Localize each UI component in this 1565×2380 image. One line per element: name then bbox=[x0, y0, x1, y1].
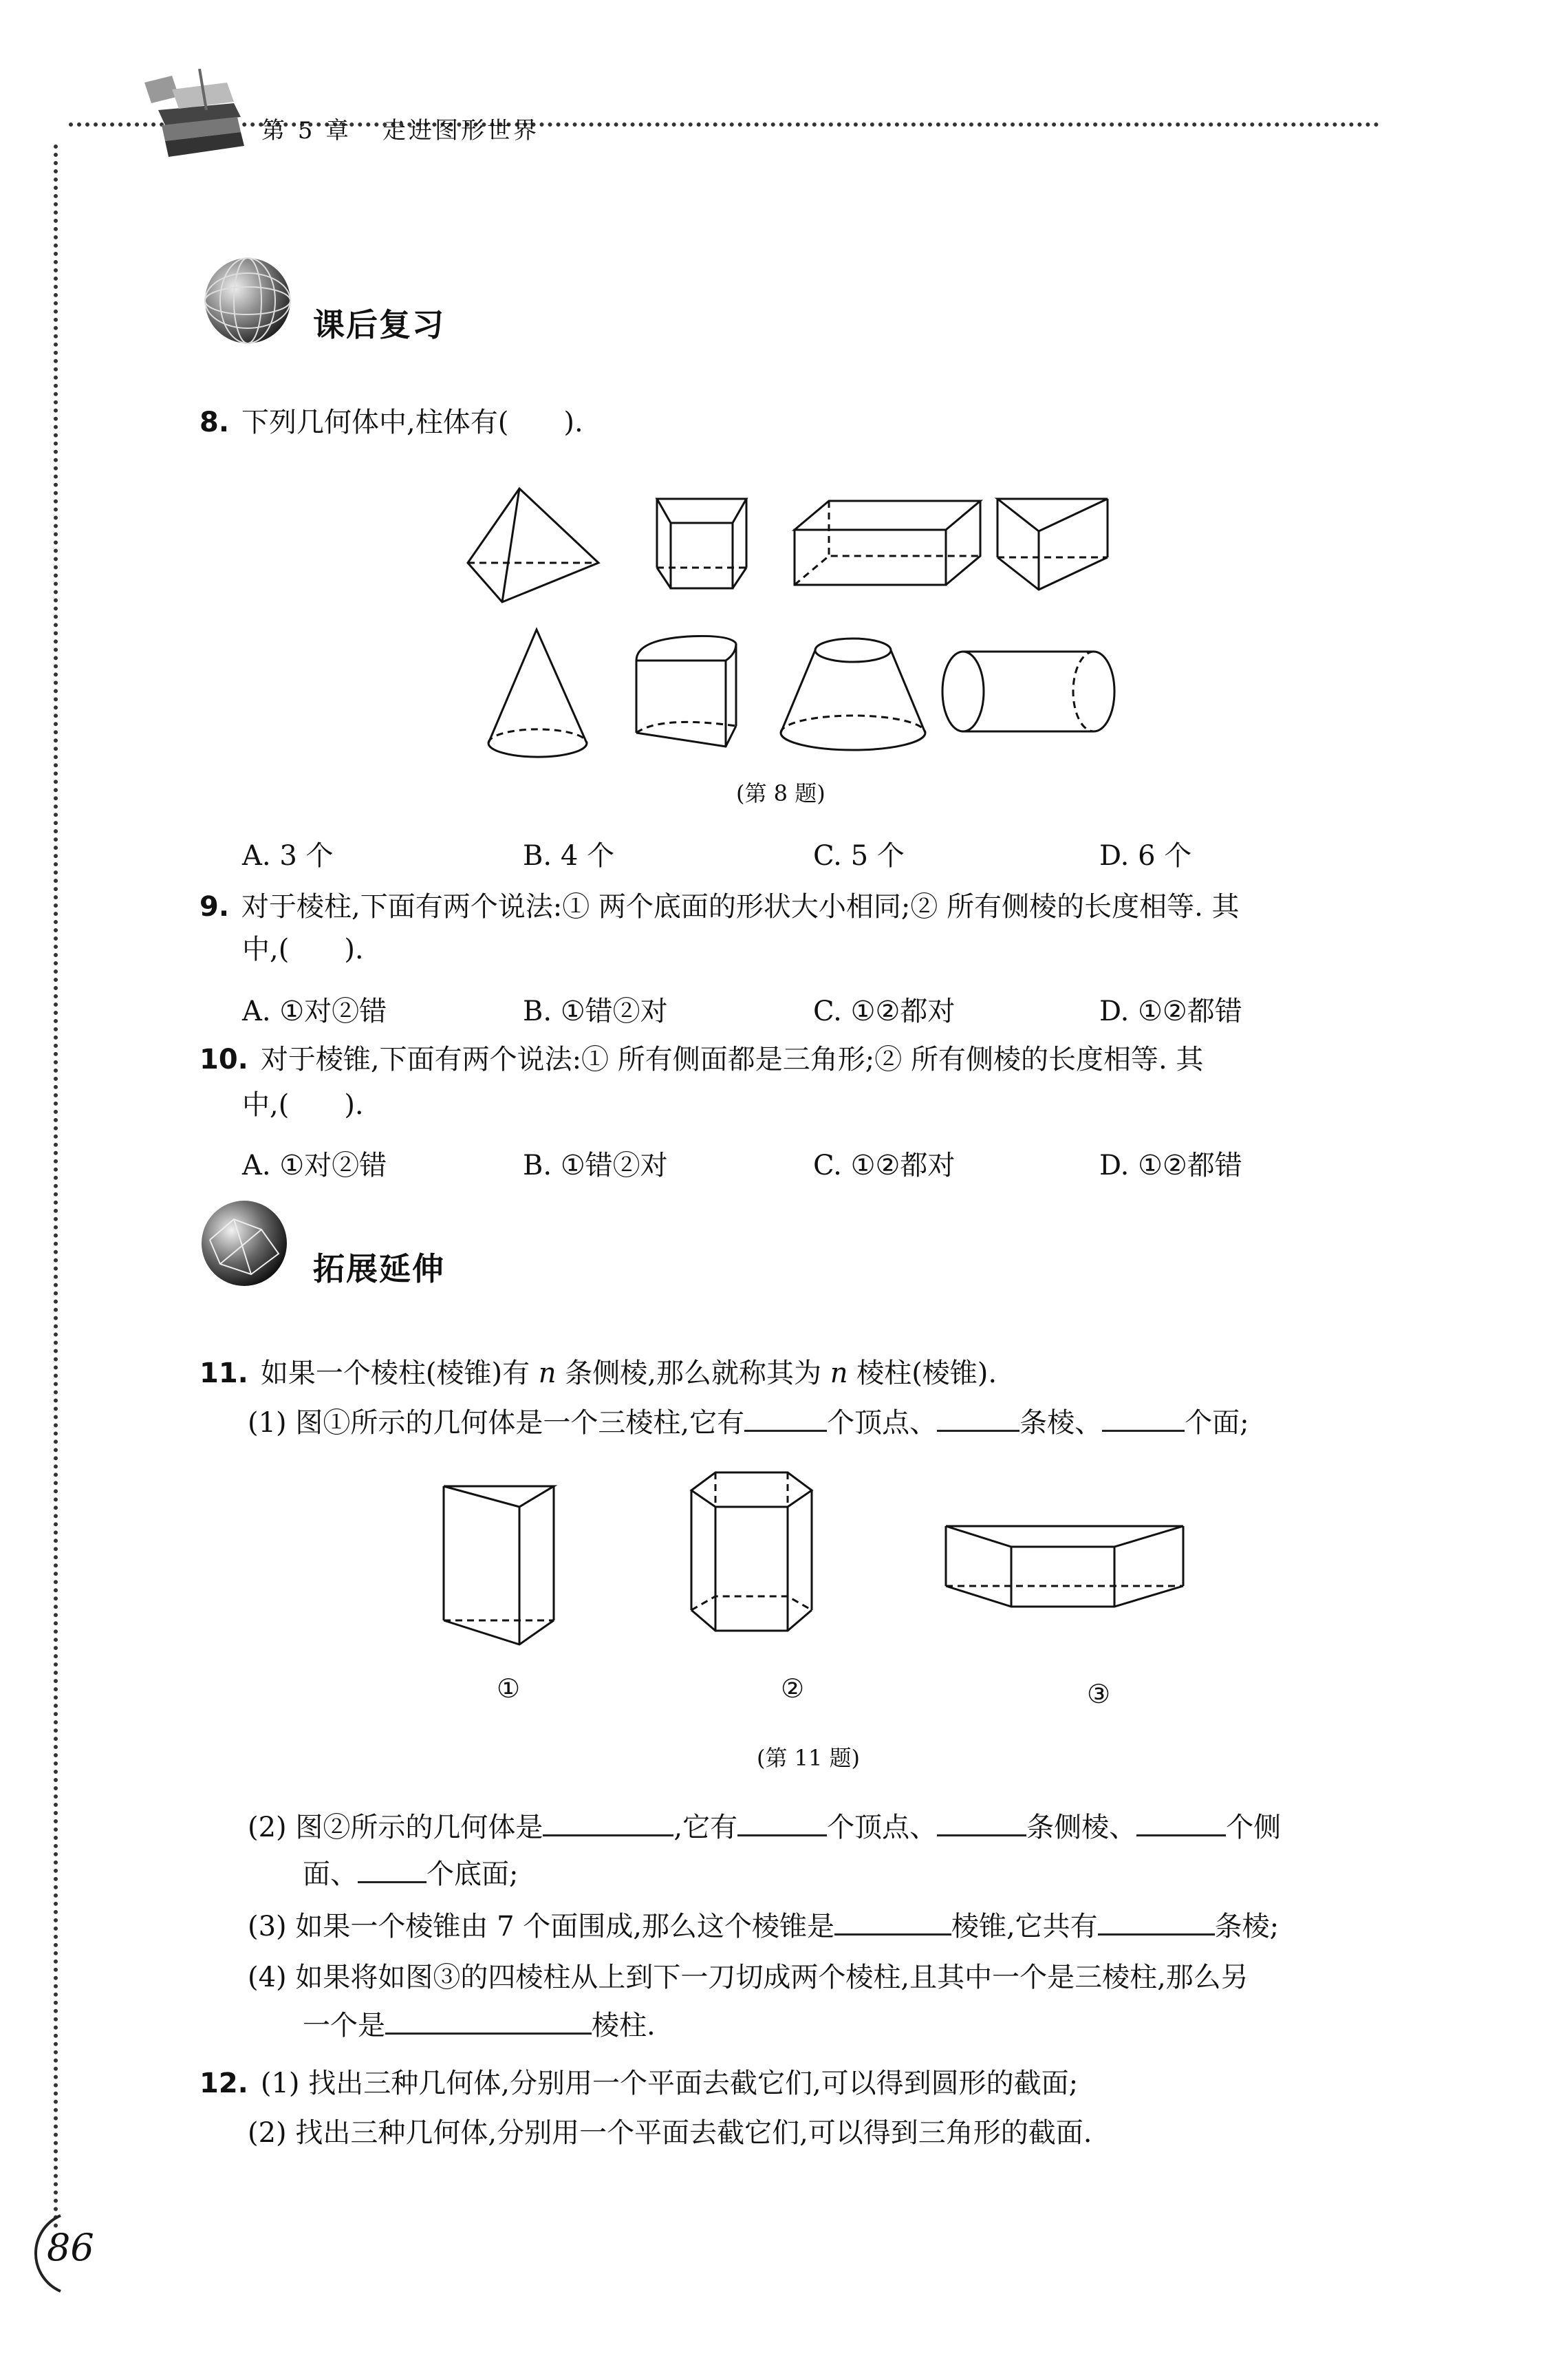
figure-label-3: ③ bbox=[1087, 1679, 1111, 1709]
q11-figure-caption: (第 11 题) bbox=[757, 1745, 861, 1771]
answer-blank[interactable] bbox=[937, 1404, 1019, 1432]
question-text-line1: 对于棱锥,下面有两个说法:① 所有侧面都是三角形;② 所有侧棱的长度相等. 其 bbox=[260, 1044, 1204, 1075]
books-logo-icon bbox=[131, 69, 255, 165]
q11-p3-text-b: 棱锥,它共有 bbox=[951, 1911, 1098, 1942]
q11-p2-text-d: 条侧棱、 bbox=[1026, 1812, 1137, 1843]
section-title-extend: 拓展延伸 bbox=[313, 1250, 445, 1287]
answer-blank[interactable] bbox=[937, 1808, 1026, 1836]
q11-part-1 bbox=[248, 1404, 1249, 1442]
q8-option-c: C. 5 个 bbox=[813, 840, 905, 872]
chapter-title: 走进图形世界 bbox=[382, 117, 540, 144]
question-text-line1: 对于棱柱,下面有两个说法:① 两个底面的形状大小相同;② 所有侧棱的长度相等. 其 bbox=[241, 891, 1240, 923]
q9-option-a: A. ①对②错 bbox=[242, 996, 387, 1027]
figure-1-triangular-prism bbox=[444, 1486, 554, 1644]
figure-label-1: ① bbox=[497, 1673, 521, 1704]
figure-3-trapezoid-prism bbox=[946, 1526, 1183, 1607]
q8-solids-figure bbox=[454, 475, 1197, 778]
q11-part-4-line2 bbox=[303, 2006, 656, 2045]
question-number: 9. bbox=[199, 891, 230, 923]
answer-blank[interactable] bbox=[358, 1855, 427, 1883]
q11-intro-part-c: 棱柱(棱锥). bbox=[848, 1358, 997, 1389]
question-12 bbox=[199, 2064, 1078, 2103]
question-9 bbox=[199, 888, 1240, 926]
q11-p2-text-b: ,它有 bbox=[673, 1812, 738, 1843]
q10-option-b: B. ①错②对 bbox=[523, 1150, 668, 1181]
trapezoid-prism-shape bbox=[657, 499, 746, 588]
q11-p3-text-a: (3) 如果一个棱锥由 7 个面围成,那么这个棱锥是 bbox=[248, 1911, 834, 1942]
question-11 bbox=[199, 1354, 997, 1393]
q11-prisms-figure bbox=[427, 1466, 1197, 1672]
answer-blank[interactable] bbox=[834, 1907, 951, 1936]
cuboid-shape bbox=[795, 501, 980, 585]
question-number: 10. bbox=[199, 1044, 248, 1075]
q11-part-2 bbox=[248, 1808, 1281, 1847]
running-header bbox=[261, 111, 560, 145]
q11-p2-text-g: 个底面; bbox=[427, 1858, 519, 1890]
figure-label-2: ② bbox=[781, 1673, 805, 1704]
answer-blank[interactable] bbox=[543, 1808, 673, 1836]
q10-option-d: D. ①②都错 bbox=[1099, 1150, 1242, 1181]
question-10-line2: 中,( ). bbox=[242, 1089, 364, 1121]
cylinder-shape bbox=[942, 652, 1114, 731]
q9-option-d: D. ①②都错 bbox=[1099, 996, 1242, 1027]
q11-part-3 bbox=[248, 1907, 1279, 1946]
q8-option-b: B. 4 个 bbox=[523, 840, 614, 872]
q11-p2-text-c: 个顶点、 bbox=[827, 1812, 938, 1843]
frustum-shape bbox=[781, 639, 925, 750]
q11-p1-text-c: 条棱、 bbox=[1019, 1407, 1103, 1439]
q9-option-b: B. ①错②对 bbox=[523, 996, 668, 1027]
question-number: 8. bbox=[199, 407, 230, 438]
q11-part-4: (4) 如果将如图③的四棱柱从上到下一刀切成两个棱柱,且其中一个是三棱柱,那么另 bbox=[248, 1962, 1249, 1993]
q10-option-a: A. ①对②错 bbox=[242, 1150, 387, 1181]
q11-intro-part-a: 如果一个棱柱(棱锥)有 bbox=[260, 1358, 539, 1389]
answer-blank[interactable] bbox=[1102, 1404, 1185, 1432]
section-title-review: 课后复习 bbox=[313, 306, 445, 343]
chapter-number: 第 5 章 bbox=[261, 117, 352, 144]
q11-p4-text-b: 一个是 bbox=[303, 2010, 385, 2041]
question-number: 12. bbox=[199, 2068, 248, 2099]
q12-part-2: (2) 找出三种几何体,分别用一个平面去截它们,可以得到三角形的截面. bbox=[248, 2117, 1092, 2149]
answer-blank[interactable] bbox=[744, 1404, 827, 1432]
q11-p2-text-f: 面、 bbox=[303, 1858, 358, 1890]
q8-figure-caption: (第 8 题) bbox=[736, 780, 825, 806]
q11-p4-text-c: 棱柱. bbox=[592, 2010, 656, 2041]
q12-part-1: (1) 找出三种几何体,分别用一个平面去截它们,可以得到圆形的截面; bbox=[260, 2068, 1079, 2099]
question-text: 下列几何体中,柱体有( ). bbox=[241, 407, 583, 438]
page-number: 86 bbox=[47, 2226, 94, 2269]
q11-part-2-line2 bbox=[303, 1855, 518, 1894]
q8-option-a: A. 3 个 bbox=[242, 840, 334, 872]
q11-p1-text-a: (1) 图①所示的几何体是一个三棱柱,它有 bbox=[248, 1407, 745, 1439]
question-number: 11. bbox=[199, 1358, 248, 1389]
pyramid-shape bbox=[468, 489, 598, 602]
sphere-network-icon bbox=[196, 1199, 292, 1295]
q11-p3-text-c: 条棱; bbox=[1214, 1911, 1280, 1942]
triangular-prism-shape bbox=[997, 499, 1108, 590]
q11-p2-text-a: (2) 图②所示的几何体是 bbox=[248, 1812, 543, 1843]
answer-blank[interactable] bbox=[385, 2006, 592, 2035]
q11-p1-text-b: 个顶点、 bbox=[827, 1407, 938, 1439]
answer-blank[interactable] bbox=[1136, 1808, 1226, 1836]
answer-blank[interactable] bbox=[1098, 1907, 1215, 1936]
question-8 bbox=[199, 403, 583, 442]
q8-option-d: D. 6 个 bbox=[1099, 840, 1192, 872]
q11-intro-part-b: 条侧棱,那么就称其为 bbox=[556, 1358, 830, 1389]
half-cylinder-shape bbox=[636, 636, 736, 747]
variable-n: n bbox=[538, 1358, 557, 1389]
question-9-line2: 中,( ). bbox=[242, 934, 364, 965]
variable-n: n bbox=[830, 1358, 848, 1389]
margin-dotted-rule bbox=[54, 144, 58, 2229]
q11-p2-text-e: 个侧 bbox=[1226, 1812, 1282, 1843]
cone-shape bbox=[488, 630, 587, 757]
q10-option-c: C. ①②都对 bbox=[813, 1150, 956, 1181]
question-10 bbox=[199, 1040, 1203, 1079]
q11-p1-text-d: 个面; bbox=[1185, 1407, 1249, 1439]
figure-2-hexagonal-prism bbox=[691, 1472, 812, 1631]
sphere-grid-icon bbox=[199, 256, 296, 352]
answer-blank[interactable] bbox=[737, 1808, 827, 1836]
q9-option-c: C. ①②都对 bbox=[813, 996, 956, 1027]
